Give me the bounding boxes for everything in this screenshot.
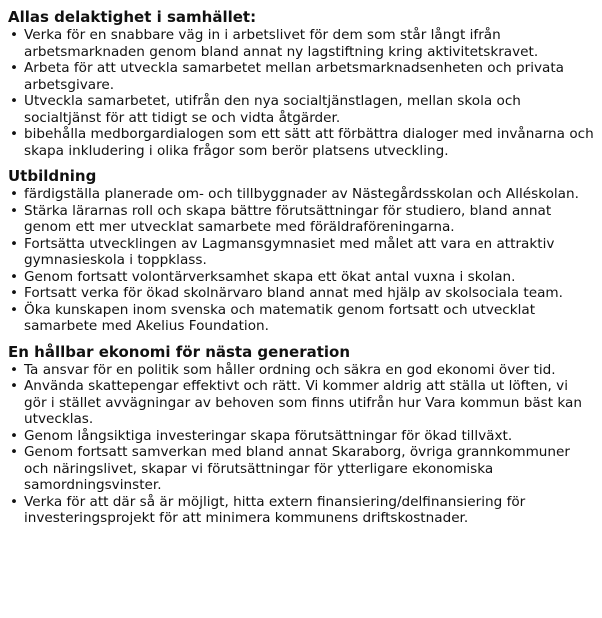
- bullet-list: [8, 362, 594, 527]
- section-delaktighet: [8, 8, 594, 159]
- bullet-icon: •: [10, 493, 19, 510]
- list-item: • Fortsatt verka för ökad skolnärvaro bland annat med hjälp av skolsociala team.: [10, 285, 563, 301]
- bullet-icon: •: [10, 285, 19, 301]
- list-item: • Använda skattepengar effektivt och rätt. Vi kommer aldrig att ställa ut löften, vi gör i stället avvägningar av behoven som finns utifrån hur Vara kommun bäst kan utvecklas.: [10, 378, 582, 427]
- bullet-icon: •: [10, 60, 19, 76]
- section-heading: En hållbar ekonomi för nästa generation: [8, 342, 351, 361]
- list-item: • färdigställa planerade om- och tillbyggnader av Nästegårdsskolan och Alléskolan.: [10, 186, 579, 202]
- list-item: • Ta ansvar för en politik som håller ordning och säkra en god ekonomi över tid.: [10, 361, 556, 378]
- section-heading: Utbildning: [8, 167, 97, 185]
- bullet-icon: •: [10, 378, 19, 394]
- bullet-list: [8, 186, 594, 335]
- bullet-icon: •: [10, 235, 19, 252]
- bullet-icon: •: [10, 444, 19, 460]
- section-utbildning: [8, 167, 594, 335]
- bullet-icon: •: [10, 126, 19, 142]
- list-item: • Verka för att där så är möjligt, hitta extern finansiering/delfinansiering för investeringsprojekt för att minimera kommunens driftskostnader.: [10, 493, 526, 526]
- bullet-icon: •: [10, 202, 19, 219]
- bullet-icon: •: [10, 186, 19, 202]
- bullet-icon: •: [10, 427, 19, 444]
- list-item: • Arbeta för att utveckla samarbetet mellan arbetsmarknadsenheten och privata arbetsgivare.: [10, 60, 565, 93]
- bullet-icon: •: [10, 27, 19, 43]
- list-item: • Öka kunskapen inom svenska och matematik genom fortsatt och utvecklat samarbete med Akelius Foundation.: [10, 301, 536, 334]
- bullet-icon: •: [10, 93, 19, 109]
- list-item: • bibehålla medborgardialogen som ett sätt att förbättra dialoger med invånarna och skapa inkludering i olika frågor som berör platsens utveckling.: [10, 126, 594, 159]
- bullet-icon: •: [10, 268, 19, 285]
- section-heading: Allas delaktighet i samhället:: [8, 8, 257, 26]
- list-item: • Verka för en snabbare väg in i arbetslivet för dem som står långt ifrån arbetsmarknaden genom bland annat ny lagstiftning kring aktivitetskravet.: [10, 27, 539, 60]
- bullet-icon: •: [10, 301, 19, 318]
- list-item: • Stärka lärarnas roll och skapa bättre förutsättningar för studiero, bland annat genom ett mer utvecklat samarbete med föräldraföreningarna.: [10, 202, 552, 235]
- list-item: • Fortsätta utvecklingen av Lagmansgymnasiet med målet att vara en attraktiv gymnasieskola i toppklass.: [10, 235, 555, 268]
- list-item: • Genom långsiktiga investeringar skapa förutsättningar för ökad tillväxt.: [10, 427, 513, 444]
- list-item: • Utveckla samarbetet, utifrån den nya socialtjänstlagen, mellan skola och socialtjänst för att tidigt se och vidta åtgärder.: [10, 93, 521, 126]
- bullet-icon: •: [10, 361, 19, 378]
- list-item: • Genom fortsatt samverkan med bland annat Skaraborg, övriga grannkommuner och näringslivet, skapar vi förutsättningar för ytterligare ekonomiska samordningsvinster.: [10, 444, 570, 493]
- section-ekonomi: [8, 343, 594, 527]
- bullet-list: [8, 27, 594, 159]
- list-item: • Genom fortsatt volontärverksamhet skapa ett ökat antal vuxna i skolan.: [10, 268, 516, 285]
